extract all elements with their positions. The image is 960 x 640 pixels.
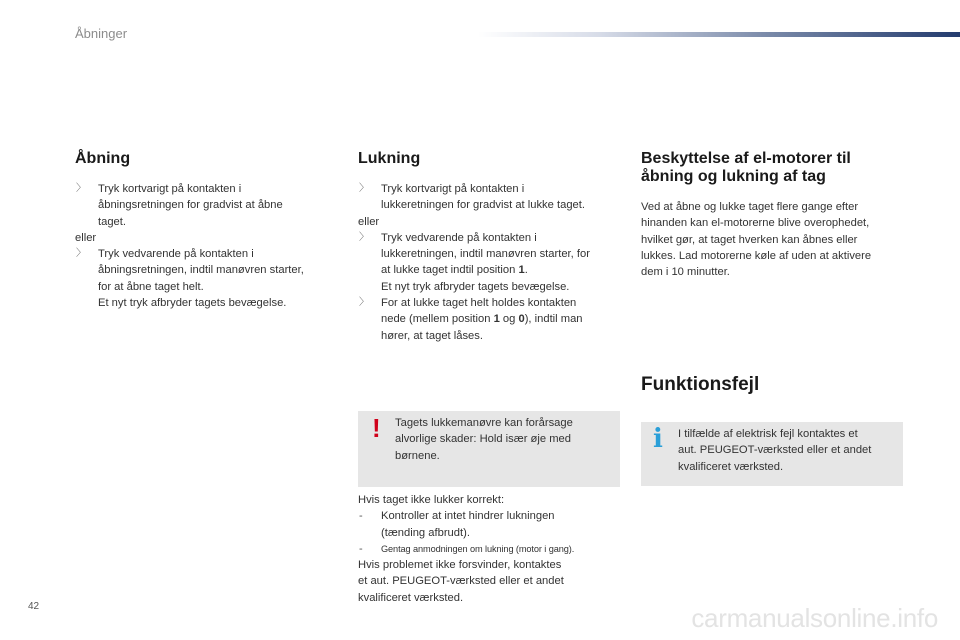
or-text: eller	[75, 231, 97, 244]
warning-icon: !	[372, 413, 381, 443]
bullet-marker-icon: 〉	[359, 183, 369, 194]
bullet-marker-icon: 〉	[76, 183, 86, 194]
column-motor-protection	[641, 150, 903, 280]
bullet-marker-icon: 〉	[359, 231, 369, 243]
column-opening	[75, 150, 335, 311]
list-item: 〉 Tryk kortvarigt på kontakten i åbningsretningen for gradvist at åbne taget.	[76, 183, 283, 228]
column-closing	[358, 150, 620, 344]
bullet-marker-icon: 〉	[76, 248, 86, 260]
or-text: eller	[358, 215, 380, 228]
motor-protection-text: Ved at åbne og lukke taget flere gange efter hinanden kan el-motorerne blive overophedet, hvilket gør, at taget hverken kan åbnes eller lukkes. Lad motorerne køle af uden at aktivere dem i 10 minutter.	[641, 201, 872, 279]
info-box: i I tilfælde af elektrisk fejl kontaktes et aut. PEUGEOT-værksted eller et andet kvalificeret værksted.	[641, 422, 903, 486]
list-item: 〉 Tryk kortvarigt på kontakten i lukkeretningen for gradvist at lukke taget.	[359, 183, 585, 212]
heading-closing: Lukning	[358, 150, 421, 167]
info-icon: i	[653, 424, 663, 454]
header-gradient-bar	[478, 32, 960, 37]
heading-malfunction: Funktionsfejl	[641, 374, 760, 395]
list-item: 〉 Tryk vedvarende på kontakten i lukkeretningen, indtil manøvren starter, for at lukke taget indtil position 1. Et nyt tryk afbryder tagets bevægelse.	[359, 231, 590, 293]
page-number: 42	[28, 601, 40, 612]
warning-box: ! Tagets lukkemanøvre kan forårsage alvorlige skader: Hold især øje med børnene.	[358, 411, 620, 487]
heading-opening: Åbning	[75, 150, 131, 167]
section-title: Åbninger	[75, 26, 128, 41]
bullet-marker-icon: 〉	[359, 297, 369, 309]
footer-watermark[interactable]: carmanualsonline.info	[691, 603, 938, 633]
dash-marker: -	[359, 510, 363, 523]
list-item: 〉 Tryk vedvarende på kontakten i åbningsretningen, indtil manøvren starter, for at åbne taget helt. Et nyt tryk afbryder tagets bevægelse.	[76, 248, 304, 310]
list-item: - Kontroller at intet hindrer lukningen (tænding afbrudt).	[359, 510, 555, 539]
troubleshooting-text: Hvis taget ikke lukker korrekt: - Kontroller at intet hindrer lukningen (tænding afbrudt). - Gentag anmodningen om lukning (motor i gang). Hvis problemet ikke forsvinder, kontaktes et aut. PEUGEOT-værksted eller et andet kvalificeret værksted.	[358, 492, 628, 606]
heading-motor-protection: Beskyttelse af el-motorer til åbning og lukning af tag	[641, 150, 851, 185]
dash-marker: -	[359, 542, 363, 555]
list-item: - Gentag anmodningen om lukning (motor i gang).	[358, 541, 628, 557]
list-item: 〉 For at lukke taget helt holdes kontakten nede (mellem position 1 og 0), indtil man hører, at taget låses.	[359, 297, 583, 342]
